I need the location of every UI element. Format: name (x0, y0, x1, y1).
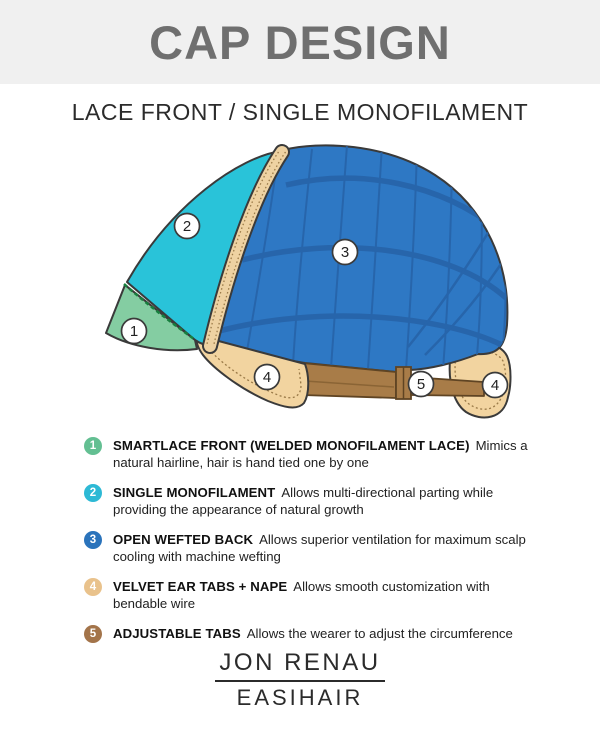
svg-text:1: 1 (129, 323, 139, 340)
header-bar (0, 0, 600, 84)
callout-adjustable-strap (409, 372, 434, 397)
callout-wefted-back (333, 240, 358, 265)
legend-number-badge: 2 (84, 484, 102, 502)
cap-diagram (0, 135, 600, 435)
legend-item-description: Mimics a natural hairline, hair is hand tied one by one (113, 438, 528, 470)
legend-item-title: ADJUSTABLE TABS (113, 626, 241, 641)
svg-text:2: 2 (182, 218, 192, 235)
svg-text:4: 4 (262, 369, 272, 386)
legend-item-description: Allows the wearer to adjust the circumference (246, 626, 513, 641)
callout-lace-front (122, 319, 147, 344)
legend (84, 437, 554, 656)
legend-item-single-monofilament (84, 484, 554, 518)
brand-logo (0, 649, 600, 711)
callout-ear-tab-left (255, 365, 280, 390)
legend-item-adjustable-tabs (84, 625, 554, 643)
legend-item-title: VELVET EAR TABS + NAPE (113, 579, 288, 594)
legend-item-velvet-ear-tabs (84, 578, 554, 612)
legend-number-badge: 1 (84, 437, 102, 455)
legend-item-smartlace-front (84, 437, 554, 471)
brand-name-secondary: EASIHAIR (236, 685, 364, 710)
svg-text:3: 3 (340, 244, 350, 261)
svg-text:4: 4 (490, 377, 500, 394)
legend-number-badge: 3 (84, 531, 102, 549)
legend-item-description: Allows multi-directional parting while providing the appearance of natural growth (113, 485, 494, 517)
legend-item-title: SMARTLACE FRONT (WELDED MONOFILAMENT LACE) (113, 438, 470, 453)
callout-ear-tab-right (483, 373, 508, 398)
callout-monofilament (175, 214, 200, 239)
page-title: CAP DESIGN (149, 15, 451, 69)
legend-item-description: Allows superior ventilation for maximum scalp cooling with machine wefting (113, 532, 526, 564)
legend-item-title: SINGLE MONOFILAMENT (113, 485, 276, 500)
legend-item-description: Allows smooth customization with bendable wire (113, 579, 490, 611)
brand-name-primary: JON RENAU (219, 649, 381, 676)
legend-number-badge: 5 (84, 625, 102, 643)
legend-item-open-wefted-back (84, 531, 554, 565)
diagram-subtitle: LACE FRONT / SINGLE MONOFILAMENT (71, 99, 529, 125)
svg-text:5: 5 (416, 376, 426, 393)
legend-number-badge: 4 (84, 578, 102, 596)
brand-divider (215, 680, 385, 682)
legend-item-title: OPEN WEFTED BACK (113, 532, 254, 547)
